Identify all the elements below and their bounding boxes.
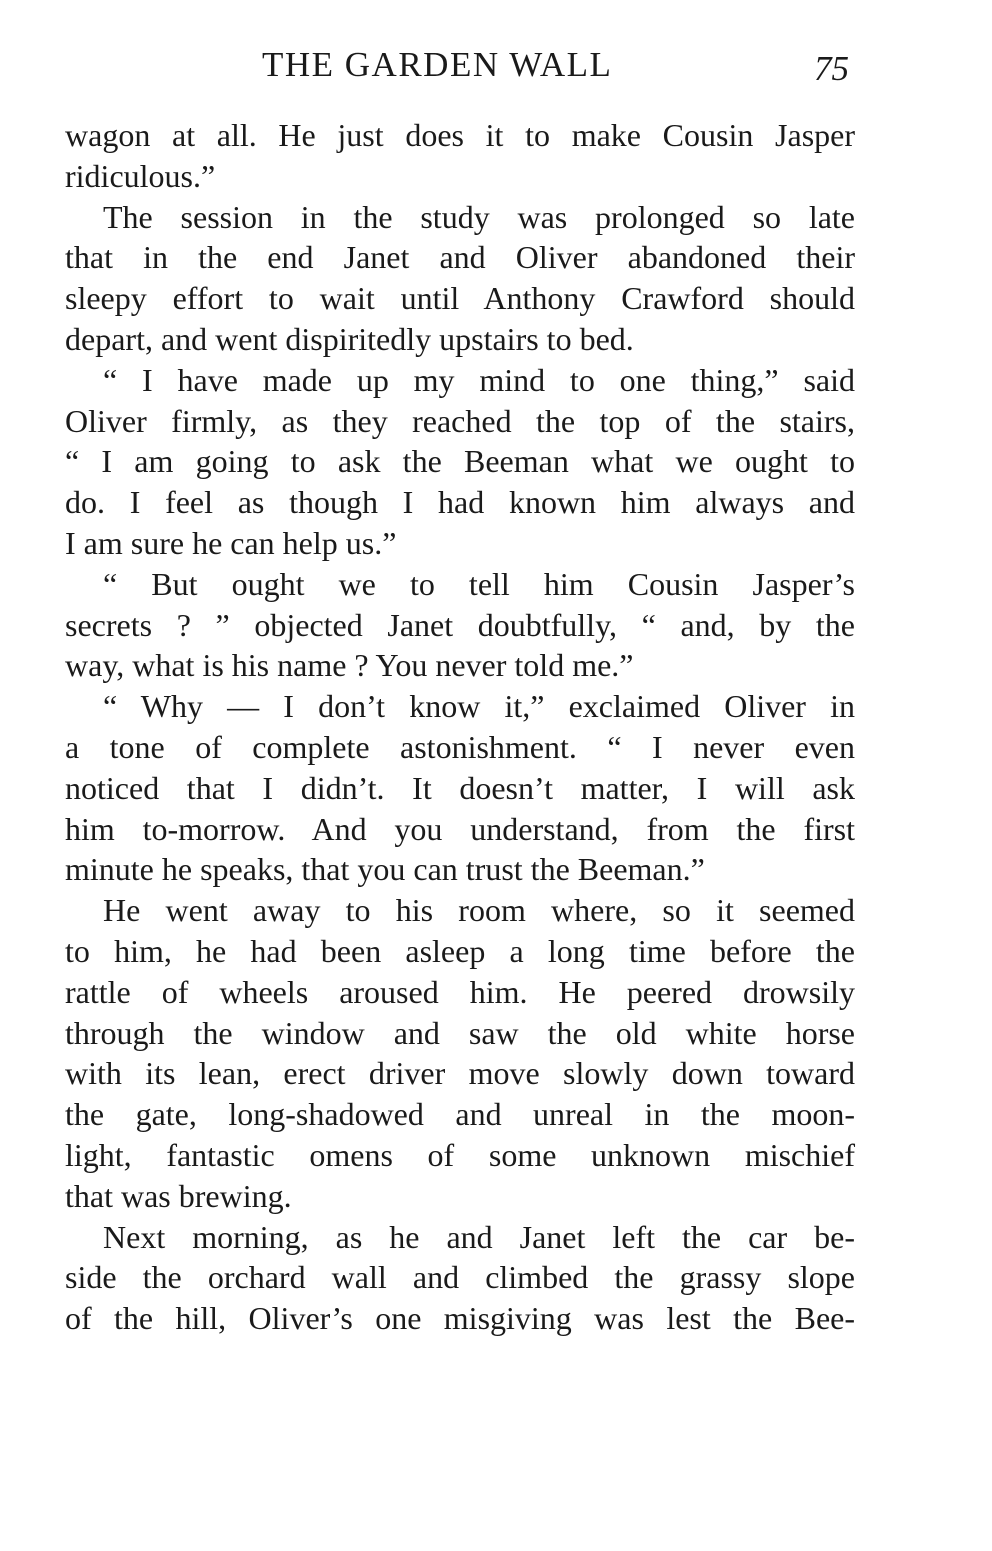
text-line: depart, and went dispiritedly upstairs to bed. <box>65 320 634 357</box>
text-line: way, what is his name ? You never told me.” <box>65 647 634 684</box>
text-line: minute he speaks, that you can trust the Beeman.” <box>65 851 705 888</box>
text-line: “ I have made up my mind to one thing,” said <box>103 361 855 398</box>
running-title: THE GARDEN WALL <box>262 45 613 84</box>
running-head <box>0 40 992 90</box>
body-text <box>65 115 855 1339</box>
text-line: The session in the study was prolonged so late <box>103 198 855 235</box>
text-line: noticed that I didn’t. It doesn’t matter, I will ask <box>65 769 855 806</box>
text-line: that was brewing. <box>65 1177 292 1214</box>
text-line: “ Why — I don’t know it,” exclaimed Oliver in <box>103 688 855 725</box>
text-line: do. I feel as though I had known him always and <box>65 484 855 521</box>
text-line: of the hill, Oliver’s one misgiving was lest the Bee- <box>65 1300 855 1337</box>
text-line: with its lean, erect driver move slowly down toward <box>65 1055 855 1092</box>
text-line: rattle of wheels aroused him. He peered drowsily <box>65 973 855 1010</box>
text-line: through the window and saw the old white horse <box>65 1014 855 1051</box>
text-line: I am sure he can help us.” <box>65 524 397 561</box>
text-line: light, fantastic omens of some unknown mischief <box>65 1136 855 1173</box>
text-line: “ But ought we to tell him Cousin Jasper’s <box>103 565 855 602</box>
text-line: to him, he had been asleep a long time before the <box>65 932 855 969</box>
text-line: secrets ? ” objected Janet doubtfully, “ and, by the <box>65 606 855 643</box>
text-line: him to-morrow. And you understand, from the first <box>65 810 855 847</box>
text-line: ridiculous.” <box>65 157 216 194</box>
text-line: side the orchard wall and climbed the grassy slope <box>65 1259 855 1296</box>
page-number: 75 <box>814 49 849 88</box>
text-line: wagon at all. He just does it to make Cousin Jasper <box>65 117 855 153</box>
text-line: Oliver firmly, as they reached the top of the stairs, <box>65 402 855 439</box>
text-line: that in the end Janet and Oliver abandoned their <box>65 239 855 276</box>
text-line: a tone of complete astonishment. “ I never even <box>65 728 855 765</box>
text-line: He went away to his room where, so it seemed <box>103 892 855 929</box>
text-line: the gate, long-shadowed and unreal in the moon- <box>65 1096 855 1133</box>
text-line: Next morning, as he and Janet left the car be- <box>103 1218 855 1255</box>
text-line: “ I am going to ask the Beeman what we ought to <box>65 443 855 480</box>
text-line: sleepy effort to wait until Anthony Crawford should <box>65 280 855 317</box>
